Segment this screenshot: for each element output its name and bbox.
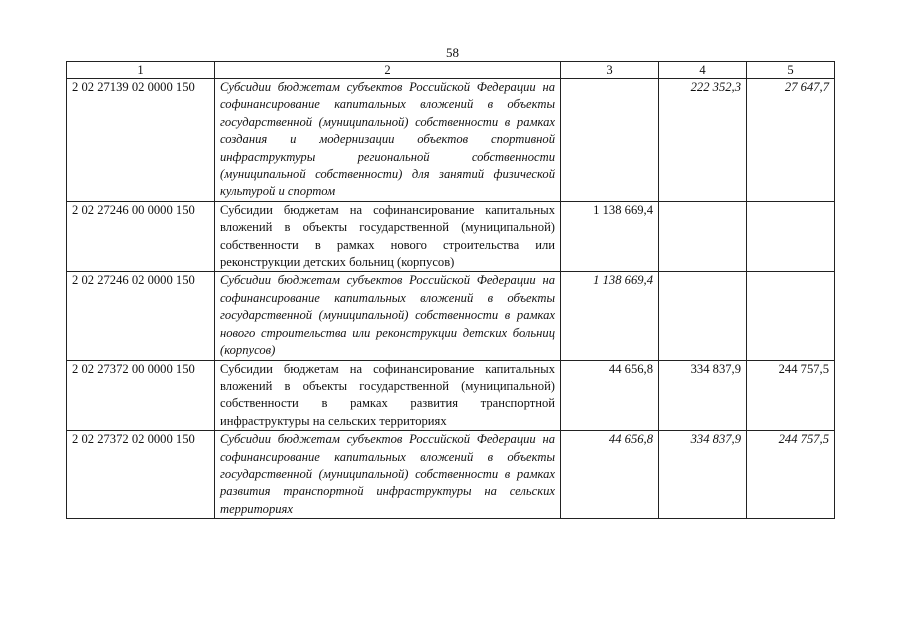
column-header-2: 2 xyxy=(215,62,561,79)
row-value-col4: 334 837,9 xyxy=(659,360,747,431)
row-value-col3: 1 138 669,4 xyxy=(561,272,659,360)
row-code: 2 02 27139 02 0000 150 xyxy=(67,79,215,202)
row-value-col3: 1 138 669,4 xyxy=(561,201,659,272)
header-row xyxy=(67,62,835,79)
row-description: Субсидии бюджетам на софинансирование капитальных вложений в объекты государственной (муниципальной) собственности в рамках нового строительства или реконструкции детских больниц (корпусов) xyxy=(215,201,561,272)
table-row xyxy=(67,272,835,360)
column-header-5: 5 xyxy=(747,62,835,79)
row-value-col4: 222 352,3 xyxy=(659,79,747,202)
table-body xyxy=(67,79,835,519)
row-value-col5: 244 757,5 xyxy=(747,360,835,431)
page-number: 58 xyxy=(446,45,459,60)
row-value-col3 xyxy=(561,79,659,202)
row-value-col4: 334 837,9 xyxy=(659,431,747,519)
table-header xyxy=(67,62,835,79)
table-row xyxy=(67,360,835,431)
column-header-1: 1 xyxy=(67,62,215,79)
row-value-col4 xyxy=(659,272,747,360)
row-code: 2 02 27246 00 0000 150 xyxy=(67,201,215,272)
row-value-col5: 27 647,7 xyxy=(747,79,835,202)
row-description: Субсидии бюджетам субъектов Российской Федерации на софинансирование капитальных вложений в объекты государственной (муниципальной) собственности в рамках создания и модернизации объектов спортивной инфраструктуры региональной собственности (муниципальной собственности) для занятий физической культурой и спортом xyxy=(215,79,561,202)
table-row xyxy=(67,431,835,519)
row-value-col5: 244 757,5 xyxy=(747,431,835,519)
row-description: Субсидии бюджетам субъектов Российской Федерации на софинансирование капитальных вложений в объекты государственной (муниципальной) собственности в рамках развития транспортной инфраструктуры на сельских территориях xyxy=(215,431,561,519)
row-code: 2 02 27246 02 0000 150 xyxy=(67,272,215,360)
row-value-col5 xyxy=(747,201,835,272)
row-description: Субсидии бюджетам субъектов Российской Федерации на софинансирование капитальных вложений в объекты государственной (муниципальной) собственности в рамках нового строительства или реконструкции детских больниц (корпусов) xyxy=(215,272,561,360)
column-header-4: 4 xyxy=(659,62,747,79)
budget-table xyxy=(66,61,835,519)
column-header-3: 3 xyxy=(561,62,659,79)
row-value-col5 xyxy=(747,272,835,360)
table-row xyxy=(67,79,835,202)
row-code: 2 02 27372 00 0000 150 xyxy=(67,360,215,431)
row-code: 2 02 27372 02 0000 150 xyxy=(67,431,215,519)
row-value-col4 xyxy=(659,201,747,272)
row-value-col3: 44 656,8 xyxy=(561,360,659,431)
table-row xyxy=(67,201,835,272)
row-value-col3: 44 656,8 xyxy=(561,431,659,519)
row-description: Субсидии бюджетам на софинансирование капитальных вложений в объекты государственной (муниципальной) собственности в рамках развития транспортной инфраструктуры на сельских территориях xyxy=(215,360,561,431)
